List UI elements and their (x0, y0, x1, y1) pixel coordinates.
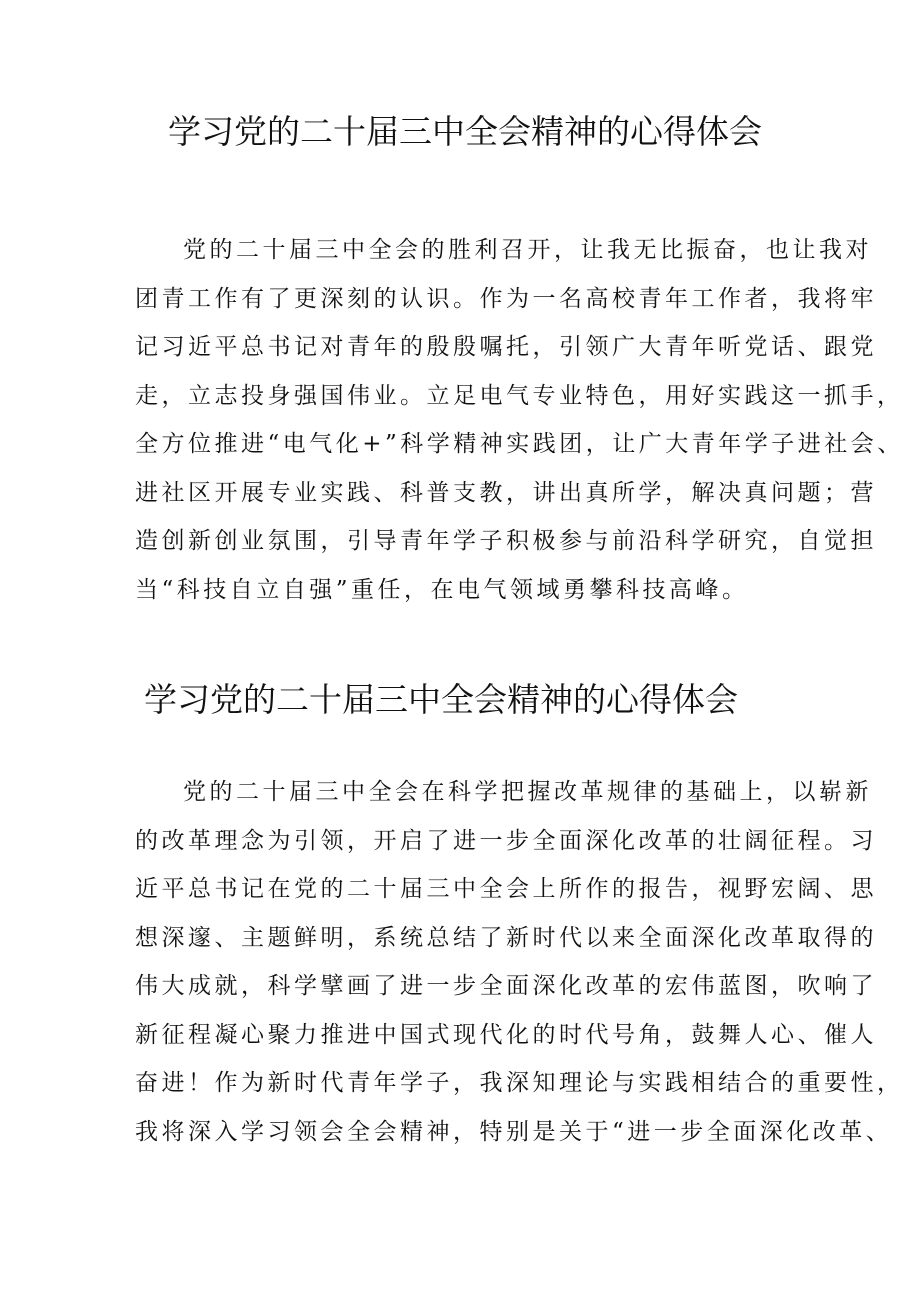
paragraph-line: 想深邃、主题鲜明，系统总结了新时代以来全面深化改革取得的 (135, 924, 877, 951)
paragraph-line: 进社区开展专业实践、科普支教，讲出真所学，解决真问题；营 (135, 479, 877, 506)
section-2-paragraph (135, 768, 904, 1156)
paragraph-line: 团青工作有了更深刻的认识。作为一名高校青年工作者，我将牢 (135, 285, 877, 312)
paragraph-line: 近平总书记在党的二十届三中全会上所作的报告，视野宏阔、思 (135, 876, 877, 902)
paragraph-line: 走，立志投身强国伟业。立足电气专业特色，用好实践这一抓手， (135, 382, 904, 409)
paragraph-line: 奋进！作为新时代青年学子，我深知理论与实践相结合的重要性， (135, 1070, 904, 1096)
section-1-paragraph (135, 226, 904, 614)
paragraph-line: 党的二十届三中全会在科学把握改革规律的基础上，以崭新 (183, 779, 872, 805)
section-1-title: 学习党的二十届三中全会精神的心得体会 (168, 112, 762, 151)
paragraph-line: 造创新创业氛围，引导青年学子积极参与前沿科学研究，自觉担 (135, 528, 877, 554)
paragraph-line: 当“科技自立自强”重任，在电气领域勇攀科技高峰。 (135, 576, 749, 603)
paragraph-line: 全方位推进“电气化+”科学精神实践团，让广大青年学子进社会、 (135, 431, 904, 457)
paragraph-line: 新征程凝心聚力推进中国式现代化的时代号角，鼓舞人心、催人 (135, 1021, 877, 1048)
paragraph-line: 记习近平总书记对青年的殷殷嘱托，引领广大青年听党话、跟党 (135, 334, 877, 360)
paragraph-line: 伟大成就，科学擘画了进一步全面深化改革的宏伟蓝图，吹响了 (135, 973, 877, 999)
section-2-title: 学习党的二十届三中全会精神的心得体会 (144, 680, 738, 719)
paragraph-line: 我将深入学习领会全会精神，特别是关于“进一步全面深化改革、 (135, 1118, 893, 1145)
paragraph-line: 的改革理念为引领，开启了进一步全面深化改革的壮阔征程。习 (135, 827, 877, 854)
paragraph-line: 党的二十届三中全会的胜利召开，让我无比振奋，也让我对 (183, 237, 872, 263)
